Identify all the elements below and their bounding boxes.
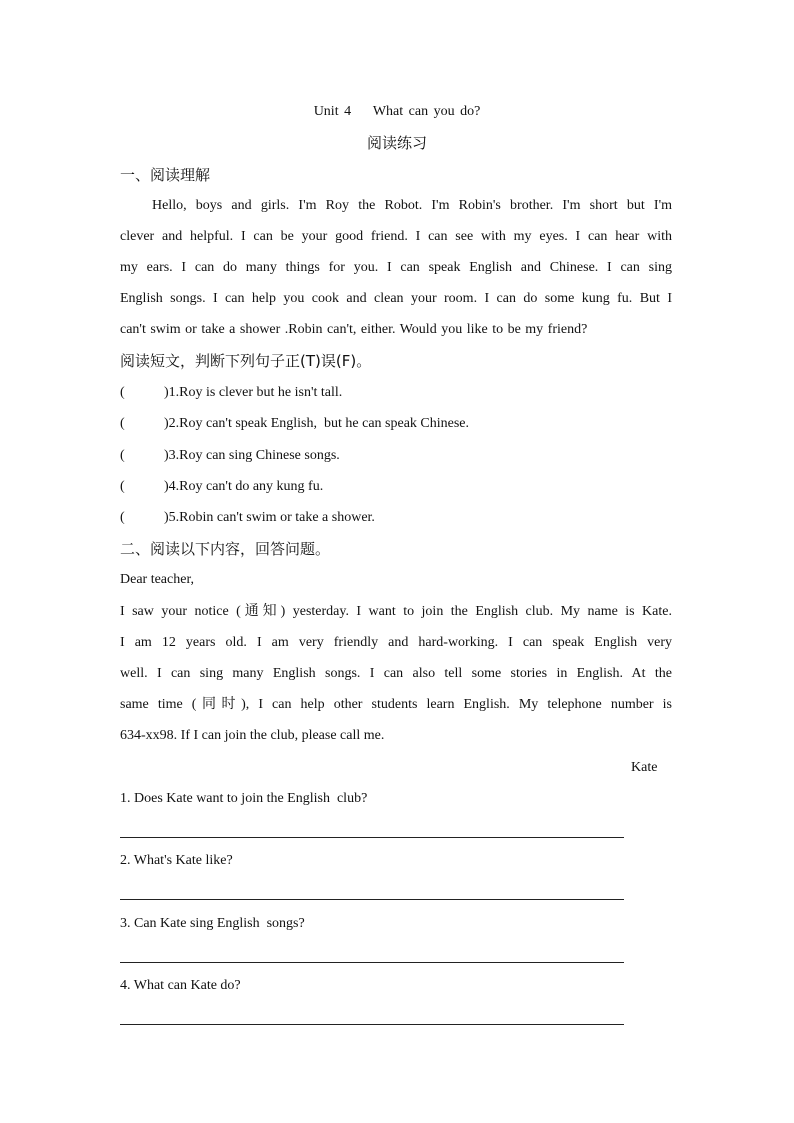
statement-text: )5.Robin can't swim or take a shower.	[164, 510, 375, 525]
answer-line-4[interactable]	[120, 1024, 624, 1025]
true-false-item-5	[120, 507, 375, 529]
letter-line: 634-xx98. If I can join the club, please call me.	[120, 728, 385, 743]
question-4: 4. What can Kate do?	[120, 978, 241, 993]
answer-blank[interactable]: (	[120, 510, 125, 525]
passage-line: can't swim or take a shower .Robin can't, either. Would you like to be my friend?	[120, 322, 588, 337]
passage-line: my ears. I can do many things for you. I can speak English and Chinese. I can sing	[120, 260, 672, 275]
letter-line: I saw your notice (通知) yesterday. I want to join the English club. My name is Kate.	[120, 604, 672, 619]
letter-greeting: Dear teacher,	[120, 572, 195, 587]
true-false-item-3	[120, 445, 340, 467]
statement-text: )4.Roy can't do any kung fu.	[164, 479, 324, 494]
answer-blank[interactable]: (	[120, 416, 125, 431]
true-false-item-2	[120, 413, 469, 435]
true-false-instruction: 阅读短文，判断下列句子正(T)误(F)。	[120, 352, 372, 370]
true-false-item-4	[120, 476, 323, 498]
passage-line: English songs. I can help you cook and clean your room. I can do some kung fu. But I	[120, 291, 672, 306]
statement-text: )3.Roy can sing Chinese songs.	[164, 448, 340, 463]
section-heading-reading: 一、阅读理解	[120, 166, 211, 184]
answer-line-3[interactable]	[120, 962, 624, 963]
passage-line: clever and helpful. I can be your good friend. I can see with my eyes. I can hear with	[120, 229, 672, 244]
answer-blank[interactable]: (	[120, 385, 125, 400]
question-3: 3. Can Kate sing English songs?	[120, 916, 305, 931]
letter-line: same time (同时), I can help other students learn English. My telephone number is	[120, 697, 672, 712]
page-subtitle: 阅读练习	[366, 134, 427, 152]
letter-line: I am 12 years old. I am very friendly and hard-working. I can speak English very	[120, 635, 672, 650]
letter-signature: Kate	[631, 760, 658, 775]
question-2: 2. What's Kate like?	[120, 853, 233, 868]
page-title: Unit 4 What can you do?	[313, 104, 481, 119]
statement-text: )1.Roy is clever but he isn't tall.	[164, 385, 343, 400]
answer-blank[interactable]: (	[120, 448, 125, 463]
letter-line: well. I can sing many English songs. I can also tell some stories in English. At the	[120, 666, 672, 681]
question-1: 1. Does Kate want to join the English club?	[120, 791, 368, 806]
answer-blank[interactable]: (	[120, 479, 125, 494]
answer-line-1[interactable]	[120, 837, 624, 838]
section-heading-questions: 二、阅读以下内容，回答问题。	[120, 540, 331, 558]
answer-line-2[interactable]	[120, 899, 624, 900]
true-false-item-1	[120, 382, 342, 404]
statement-text: )2.Roy can't speak English, but he can speak Chinese.	[164, 416, 470, 431]
passage-line: Hello, boys and girls. I'm Roy the Robot. I'm Robin's brother. I'm short but I'm	[152, 198, 672, 213]
